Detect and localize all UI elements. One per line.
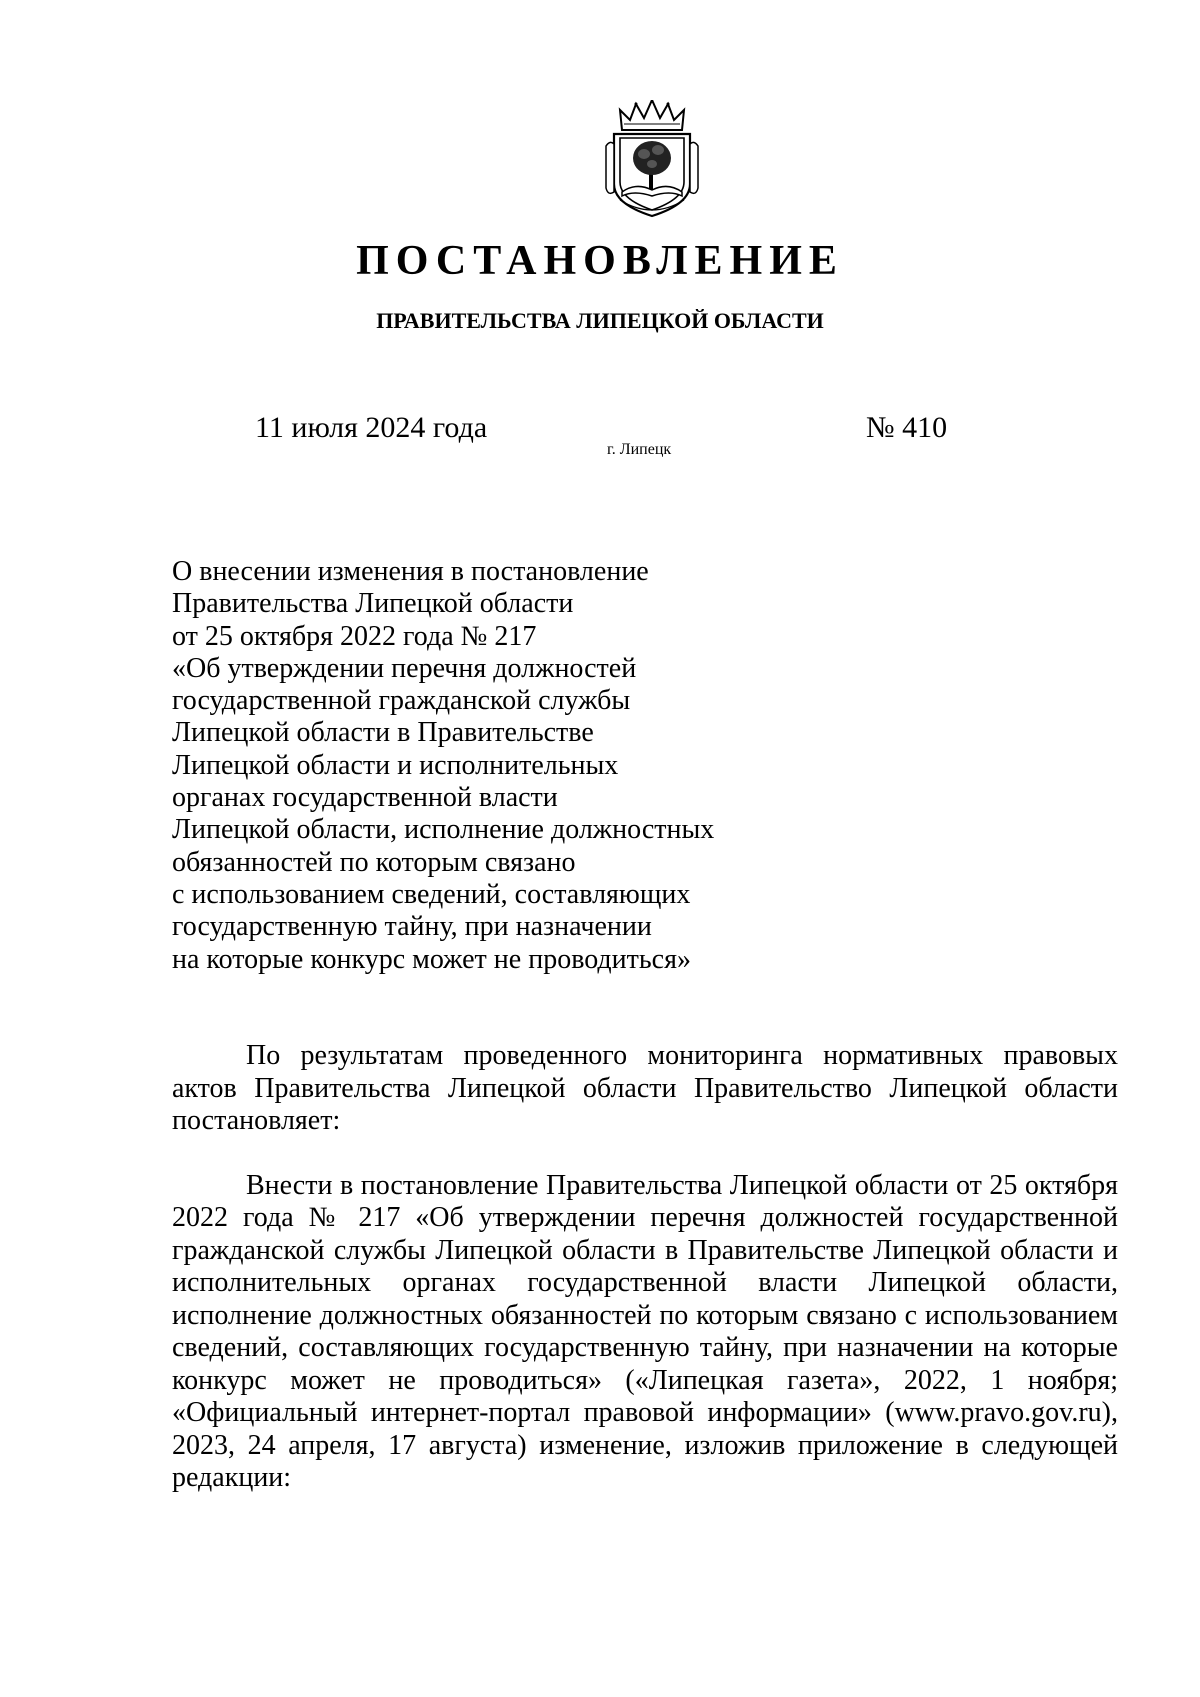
document-body — [172, 1040, 1118, 1495]
subject-line: Липецкой области, исполнение должностных — [172, 814, 715, 846]
subject-line: Липецкой области и исполнительных — [172, 749, 619, 781]
document-date: 11 июля 2024 года — [255, 411, 488, 444]
document-city: г. Липецк — [607, 441, 672, 458]
body-paragraph: Внести в постановление Правительства Липецкой области от 25 октября 2022 года № 217 «Об утверждении перечня должностей государственной гражданской службы Липецкой области в Правительстве Липецкой области и исполнительных органах государственной власти Липецкой области, исполнение должностных обязанностей по которым связано с использованием сведений, составляющих государственную тайну, при назначении на которые конкурс может не проводиться» («Липецкая газета», 2022, 1 ноября; «Официальный интернет-портал правовой информации» (www.pravo.gov.ru), 2023, 24 апреля, 17 августа) изменение, изложив приложение в следующей редакции: — [172, 1169, 1118, 1493]
document-number: № 410 — [866, 411, 948, 444]
document-subject — [172, 556, 772, 976]
subject-line: с использованием сведений, составляющих — [172, 878, 691, 910]
subject-line: органах государственной власти — [172, 782, 558, 814]
subject-line: обязанностей по которым связано — [172, 846, 576, 878]
subject-line: государственной гражданской службы — [172, 685, 631, 717]
body-paragraph: По результатам проведенного мониторинга нормативных правовых актов Правительства Липецкой области Правительство Липецкой области постановляет: — [172, 1040, 1118, 1136]
document-title: ПОСТАНОВЛЕНИЕ — [356, 238, 844, 284]
subject-line: от 25 октября 2022 года № 217 — [172, 620, 537, 652]
subject-line: Липецкой области в Правительстве — [172, 717, 594, 749]
subject-line: государственную тайну, при назначении — [172, 911, 652, 943]
subject-line: Правительства Липецкой области — [172, 588, 574, 620]
document-subtitle: ПРАВИТЕЛЬСТВА ЛИПЕЦКОЙ ОБЛАСТИ — [376, 308, 824, 333]
subject-line: О внесении изменения в постановление — [172, 556, 649, 587]
subject-line: на которые конкурс может не проводиться» — [172, 943, 691, 975]
subject-line: «Об утверждении перечня должностей — [172, 652, 637, 684]
lipetsk-coat-of-arms-icon — [600, 100, 704, 218]
